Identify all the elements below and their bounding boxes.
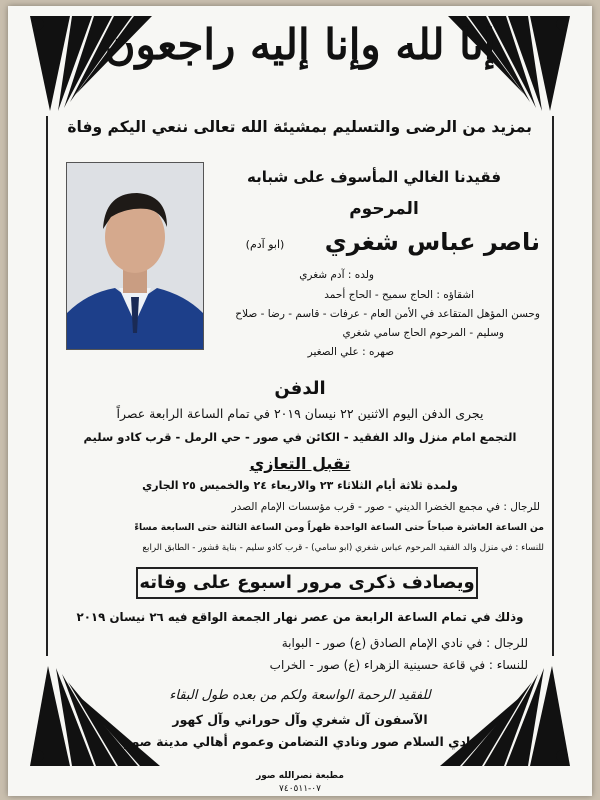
- obituary-sheet: [8, 6, 592, 796]
- week-line-1: وذلك في تمام الساعة الرابعة من عصر نهار الجمعة الواقع فيه ٢٦ نيسان ٢٠١٩: [76, 610, 524, 624]
- right-border-rule: [552, 116, 554, 656]
- deceased-line1: فقيدنا الغالي المأسوف على شبابه: [246, 168, 502, 186]
- week-memorial-heading: ويصادف ذكرى مرور اسبوع على وفاته: [139, 572, 475, 593]
- closing-mourners: الآسفون آل شغري وآل حوراني وآل كهور: [172, 712, 428, 727]
- week-men: للرجال : في نادي الإمام الصادق (ع) صور - البوابة: [281, 636, 528, 650]
- family-in-law: صهره : علي الصغير: [307, 346, 394, 358]
- condolences-days: ولمدة ثلاثة أيام الثلاثاء ٢٣ والاربعاء ٢٤ والخميس ٢٥ الجاري: [142, 479, 458, 492]
- deceased-portrait: [66, 162, 204, 350]
- deceased-title: المرحوم: [349, 199, 419, 219]
- week-memorial-box: [136, 567, 478, 599]
- family-brothers-3: وسليم - المرحوم الحاج سامي شغري: [342, 327, 504, 339]
- week-women: للنساء : في قاعة حسينية الزهراء (ع) صور - الخراب: [269, 658, 528, 672]
- condolences-men: للرجال : في مجمع الخضرا الديني - صور - قرب مؤسسات الإمام الصدر: [231, 501, 540, 513]
- family-brothers: اشقاؤه : الحاج سميح - الحاج أحمد: [324, 289, 474, 301]
- closing-prayer: للفقيد الرحمة الواسعة ولكم من بعده طول البقاء: [169, 688, 431, 703]
- burial-line-1: يجرى الدفن اليوم الاثنين ٢٢ نيسان ٢٠١٩ في تمام الساعة الرابعة عصراً: [116, 406, 484, 421]
- intro-line: بمزيد من الرضى والتسليم بمشيئة الله تعالى ننعي اليكم وفاة: [67, 118, 532, 136]
- burial-line-2: التجمع امام منزل والد الفقيد - الكائن في صور - حي الرمل - قرب كادو سليم: [83, 430, 517, 444]
- family-son: ولده : آدم شغري: [299, 269, 374, 281]
- condolences-heading: تقبل التعازي: [249, 454, 351, 473]
- condolences-women: للنساء : في منزل والد الفقيد المرحوم عباس شغري (ابو سامي) - قرب كادو سليم - بناية قشور - الطابق الرابع: [142, 543, 544, 553]
- portrait-image: [67, 163, 203, 349]
- left-border-rule: [46, 116, 48, 656]
- family-brothers-2: وحسن المؤهل المتقاعد في الأمن العام - عرفات - قاسم - رضا - صلاح: [235, 308, 540, 320]
- deceased-nickname: (ابو آدم): [245, 238, 285, 251]
- printer-name: مطبعة نصرالله صور: [256, 771, 344, 781]
- burial-heading: الدفن: [274, 378, 326, 399]
- deceased-name: ناصر عباس شغري: [324, 228, 540, 256]
- closing-clubs: نادي السلام صور ونادي التضامن وعموم أهالي مدينة صور: [124, 734, 476, 749]
- printer-phone: ٠٧-٧٤٠٥١١: [279, 784, 321, 794]
- verse-calligraphy: إنا لله وإنا إليه راجعون: [104, 20, 496, 69]
- condolences-hours: من الساعة العاشرة صباحاً حتى الساعة الواحدة ظهراً ومن الساعة الثالثة حتى السابعة مساءً: [134, 522, 544, 533]
